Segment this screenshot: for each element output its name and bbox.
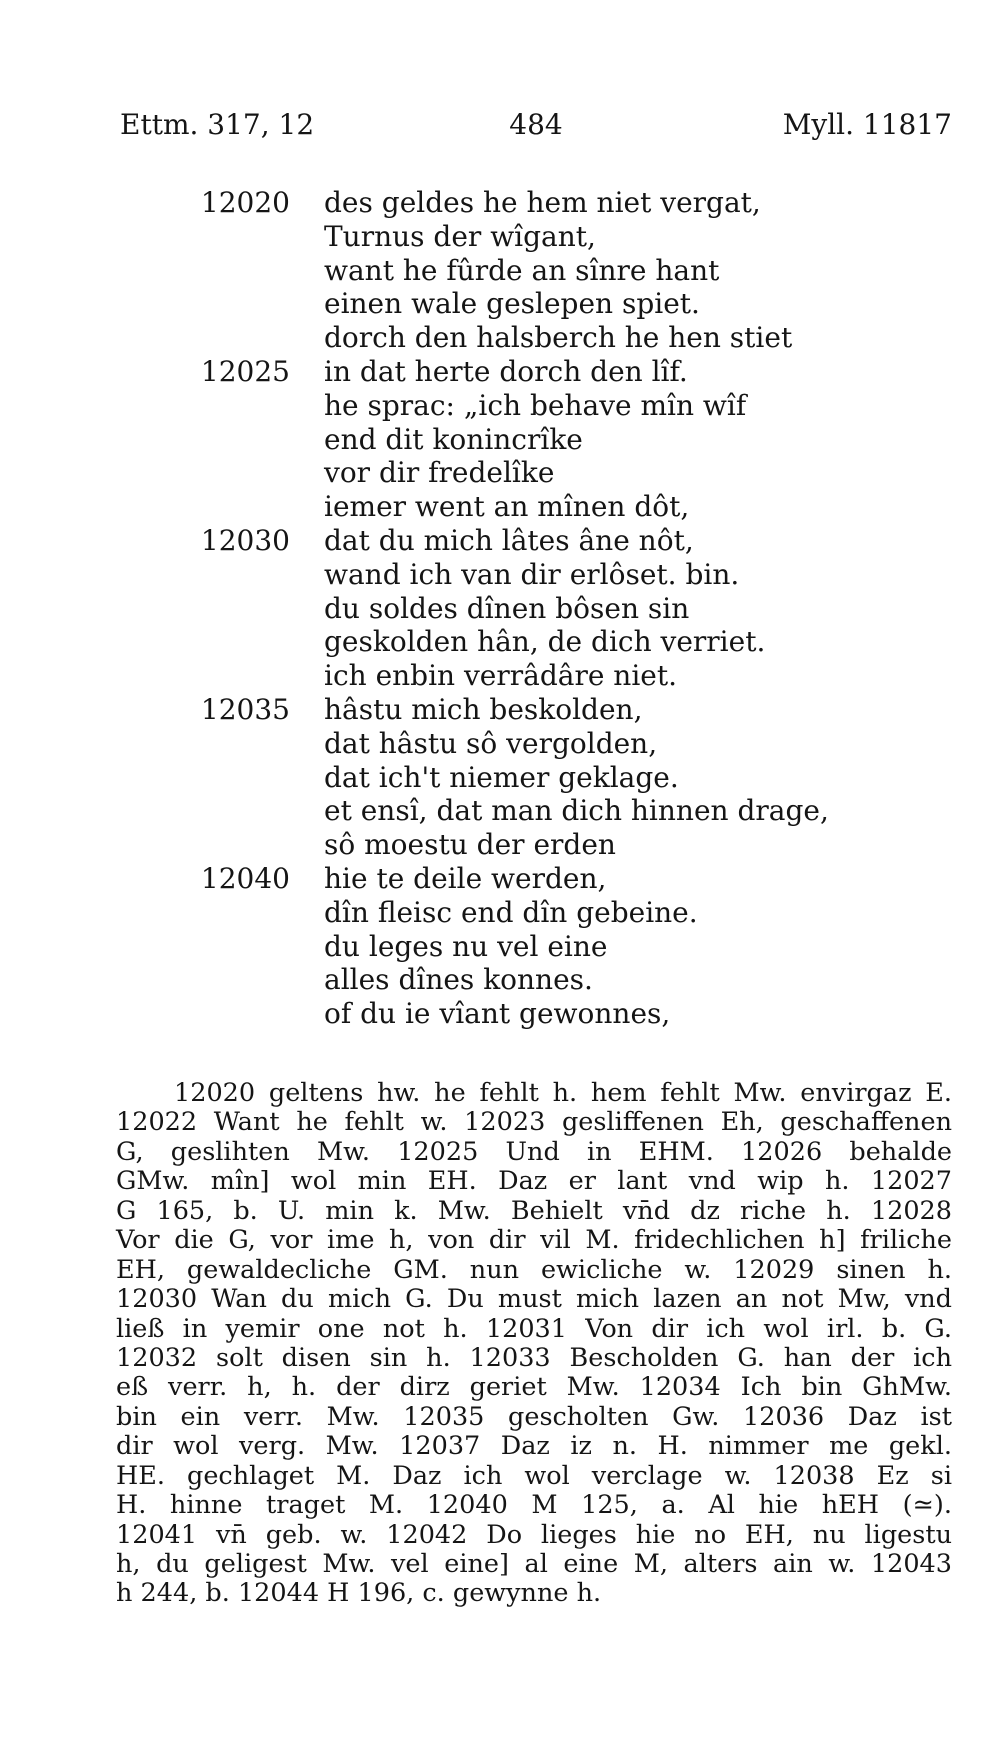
- apparatus-line: 12041 vn̄ geb. w. 12042 Do lieges hie no EH, nu ligestu: [116, 1519, 952, 1550]
- verse-line: [186, 963, 906, 997]
- verse-number: 12040: [200, 861, 290, 895]
- apparatus-line: G 165, b. U. min k. Mw. Behielt vn̄d dz riche h. 12028: [116, 1195, 952, 1226]
- apparatus-line: 12022 Want he fehlt w. 12023 gesliffenen Eh, geschaffenen: [116, 1107, 952, 1138]
- verse-text: einen wale geslepen spiet.: [324, 287, 700, 321]
- verse-line: [186, 220, 906, 254]
- verse-line: [186, 592, 906, 626]
- verse-line: [186, 287, 906, 321]
- verse-line: [186, 659, 906, 693]
- verse-line: [186, 456, 906, 490]
- apparatus-line: 12020 geltens hw. he fehlt h. hem fehlt Mw. envirgaz E.: [174, 1078, 952, 1108]
- apparatus-line: GMw. mîn] wol min EH. Daz er lant vnd wip h. 12027: [116, 1166, 952, 1197]
- verse-text: iemer went an mînen dôt,: [324, 490, 690, 524]
- verse-text: hâstu mich beskolden,: [324, 692, 643, 726]
- verse-line: [186, 524, 906, 558]
- verse-text: dat ich't niemer geklage.: [324, 760, 679, 794]
- apparatus-line: eß verr. h, h. der dirz geriet Mw. 12034 Ich bin GhMw.: [116, 1372, 952, 1403]
- verse-text: du leges nu vel eine: [324, 929, 608, 963]
- verse-line: [186, 186, 906, 220]
- verse-text: ich enbin verrâdâre niet.: [324, 659, 678, 693]
- verse-text: of du ie vîant gewonnes,: [324, 997, 671, 1031]
- verse-line: [186, 423, 906, 457]
- apparatus-line: 12030 Wan du mich G. Du must mich lazen an not Mw, vnd: [116, 1284, 952, 1315]
- verse-text: Turnus der wîgant,: [324, 219, 596, 253]
- apparatus-line: G, geslihten Mw. 12025 Und in EHM. 12026 behalde: [116, 1136, 952, 1167]
- verse-text: hie te deile werden,: [324, 861, 607, 895]
- verse-line: [186, 625, 906, 659]
- verse-line: [186, 794, 906, 828]
- apparatus-line: HE. gechlaget M. Daz ich wol verclage w. 12038 Ez si: [116, 1460, 952, 1491]
- verse-text: dat hâstu sô vergolden,: [324, 726, 658, 760]
- verse-line: [186, 761, 906, 795]
- apparatus-line: ließ in yemir one not h. 12031 Von dir ich wol irl. b. G.: [116, 1313, 952, 1344]
- apparatus-line: 12032 solt disen sin h. 12033 Bescholden G. han der ich: [116, 1342, 952, 1373]
- verse-text: dorch den halsberch he hen stiet: [324, 321, 793, 355]
- verse-number: 12035: [200, 692, 290, 726]
- apparatus-line: h, du geligest Mw. vel eine] al eine M, alters ain w. 12043: [116, 1549, 952, 1579]
- verse-line: [186, 321, 906, 355]
- running-head: [120, 108, 952, 144]
- verse-line: [186, 355, 906, 389]
- critical-apparatus: [116, 1079, 952, 1609]
- verse-number: 12030: [200, 523, 290, 557]
- verse-text: dîn fleisc end dîn gebeine.: [324, 895, 698, 929]
- verse-line: [186, 930, 906, 964]
- verse-line: [186, 490, 906, 524]
- verse-number: 12025: [200, 354, 290, 388]
- verse-line: [186, 997, 906, 1031]
- apparatus-line: bin ein verr. Mw. 12035 gescholten Gw. 12036 Daz ist: [116, 1401, 952, 1432]
- verse-block: [186, 186, 906, 1031]
- apparatus-line: EH, gewaldecliche GM. nun ewicliche w. 12029 sinen h.: [116, 1254, 952, 1285]
- verse-text: du soldes dînen bôsen sin: [324, 591, 690, 625]
- verse-text: sô moestu der erden: [324, 828, 616, 862]
- verse-line: [186, 896, 906, 930]
- verse-text: des geldes he hem niet vergat,: [324, 186, 761, 219]
- verse-number: 12020: [200, 186, 290, 219]
- verse-text: end dit konincrîke: [324, 422, 583, 456]
- apparatus-line: H. hinne traget M. 12040 M 125, a. Al hie hEH (≃).: [116, 1490, 952, 1521]
- verse-line: [186, 828, 906, 862]
- verse-text: wand ich van dir erlôset. bin.: [324, 557, 740, 591]
- apparatus-line: h 244, b. 12044 H 196, c. gewynne h.: [116, 1578, 602, 1609]
- verse-text: in dat herte dorch den lîf.: [324, 354, 688, 388]
- verse-text: geskolden hân, de dich verriet.: [324, 625, 766, 659]
- verse-text: he sprac: „ich behave mîn wîf: [324, 388, 747, 422]
- running-head-left: Ettm. 317, 12: [120, 108, 315, 141]
- running-head-right: Myll. 11817: [782, 108, 952, 141]
- verse-line: [186, 862, 906, 896]
- verse-line: [186, 389, 906, 423]
- apparatus-line: Vor die G, vor ime h, von dir vil M. fridechlichen h] friliche: [116, 1225, 952, 1256]
- verse-line: [186, 558, 906, 592]
- page-number: 484: [509, 108, 563, 141]
- apparatus-line: dir wol verg. Mw. 12037 Daz iz n. H. nimmer me gekl.: [116, 1431, 952, 1462]
- verse-text: dat du mich lâtes âne nôt,: [324, 523, 694, 557]
- verse-text: alles dînes konnes.: [324, 963, 593, 997]
- verse-line: [186, 693, 906, 727]
- verse-line: [186, 254, 906, 288]
- verse-text: et ensî, dat man dich hinnen drage,: [324, 794, 829, 828]
- verse-line: [186, 727, 906, 761]
- verse-text: want he fûrde an sînre hant: [324, 253, 720, 287]
- verse-text: vor dir fredelîke: [324, 456, 555, 490]
